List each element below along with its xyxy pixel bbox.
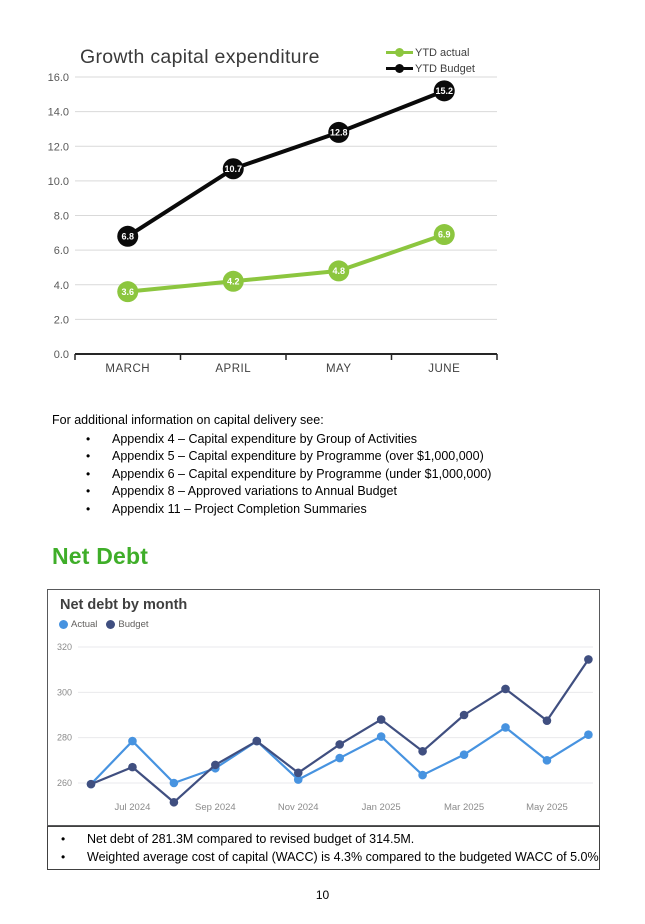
legend-dot-icon (395, 48, 404, 57)
legend-dot-icon (395, 64, 404, 73)
legend-item (386, 46, 475, 59)
data-point-marker (128, 737, 137, 746)
legend-item (106, 619, 148, 630)
appendix-list (52, 431, 612, 519)
series-line (91, 659, 588, 802)
y-axis-tick-label: 0.0 (53, 349, 69, 361)
x-axis-tick-label: Nov 2024 (277, 802, 319, 813)
capex-legend (386, 46, 475, 75)
data-point-marker (335, 754, 344, 763)
x-axis-tick-label: Sep 2024 (195, 802, 236, 813)
list-item-text: Appendix 8 – Approved variations to Annual Budget (112, 484, 397, 498)
legend-line-marker-icon (386, 67, 413, 70)
data-point-marker (418, 771, 427, 780)
net-debt-chart-title: Net debt by month (60, 597, 188, 613)
bullet-icon: • (86, 466, 91, 481)
capex-plot (45, 40, 515, 385)
page-number: 10 (315, 888, 330, 902)
x-axis-tick-label: Jul 2024 (114, 802, 151, 813)
list-item-text: Appendix 4 – Capital expenditure by Group of Activities (112, 431, 418, 446)
bullet-icon: • (86, 501, 91, 516)
y-axis-tick-label: 4.0 (53, 279, 69, 292)
data-point-label: 10.7 (224, 163, 243, 174)
data-point-marker (335, 740, 344, 749)
x-axis-category-label: JUNE (428, 363, 461, 375)
legend-line-marker-icon (386, 51, 413, 54)
list-item (52, 448, 612, 466)
y-axis-tick-label: 260 (56, 778, 72, 788)
y-axis-tick-label: 10.0 (47, 175, 69, 188)
data-point-marker (460, 711, 469, 720)
y-axis-tick-label: 320 (56, 642, 72, 652)
y-axis-tick-label: 6.0 (53, 245, 69, 258)
y-axis-tick-label: 300 (56, 687, 72, 698)
x-axis-category-label: MARCH (105, 363, 151, 375)
data-point-marker (294, 769, 303, 778)
series-line (128, 235, 445, 292)
data-point-label: 4.8 (332, 266, 346, 277)
list-item-text: Appendix 6 – Capital expenditure by Programme (under $1,000,000) (112, 466, 492, 481)
bullet-icon: • (61, 850, 66, 864)
y-axis-tick-label: 8.0 (53, 210, 69, 223)
x-axis-tick-label: Jan 2025 (361, 802, 401, 813)
data-point-label: 3.6 (121, 286, 135, 297)
list-item (52, 466, 612, 484)
y-axis-tick-label: 14.0 (47, 106, 69, 119)
capital-info-section (52, 412, 612, 518)
data-point-marker (377, 732, 386, 741)
legend-item (386, 62, 475, 75)
data-point-marker (170, 798, 179, 807)
data-point-marker (501, 723, 510, 732)
legend-item-label: Actual (71, 619, 98, 630)
list-item-text: Net debt of 281.3M compared to revised budget of 314.5M. (87, 832, 415, 846)
data-point-marker (543, 756, 552, 765)
legend-dot-icon (59, 620, 68, 629)
data-point-marker (377, 715, 386, 724)
data-point-marker (543, 716, 552, 725)
net-debt-heading: Net Debt (52, 543, 149, 569)
bullet-icon: • (86, 449, 91, 463)
list-item (48, 848, 599, 866)
data-point-marker (584, 655, 593, 664)
data-point-marker (211, 761, 220, 770)
net-debt-notes (47, 826, 600, 870)
data-point-marker (418, 747, 427, 756)
capex-chart (45, 40, 515, 385)
list-item-text: Weighted average cost of capital (WACC) is 4.3% compared to the budgeted WACC of 5.0% (87, 850, 599, 864)
bullet-icon: • (86, 431, 91, 446)
data-point-marker (170, 779, 179, 788)
y-axis-tick-label: 280 (56, 732, 72, 743)
series-line (128, 91, 445, 236)
bullet-icon: • (61, 832, 66, 846)
legend-dot-icon (106, 620, 115, 629)
data-point-marker (87, 780, 96, 789)
data-point-label: 4.2 (226, 276, 240, 287)
x-axis-category-label: MAY (325, 363, 352, 375)
data-point-marker (253, 737, 262, 746)
net-debt-legend (59, 619, 149, 630)
x-axis-tick-label: Mar 2025 (443, 802, 485, 813)
legend-item-label: YTD actual (415, 46, 470, 59)
x-axis-category-label: APRIL (215, 363, 252, 375)
legend-item-label: YTD Budget (415, 62, 475, 75)
bullet-icon: • (86, 484, 91, 498)
data-point-label: 12.8 (329, 127, 348, 138)
data-point-marker (460, 750, 469, 759)
net-debt-plot (48, 634, 599, 826)
data-point-label: 15.2 (435, 86, 454, 97)
net-debt-chart-card (47, 589, 600, 826)
list-item (52, 431, 612, 449)
list-item (48, 830, 599, 848)
data-point-marker (584, 730, 593, 739)
legend-item-label: Budget (118, 619, 149, 630)
capex-chart-title: Growth capital expenditure (80, 46, 320, 68)
legend-item (59, 619, 97, 630)
list-item-text: Appendix 11 – Project Completion Summaries (112, 501, 367, 516)
list-item (52, 483, 612, 501)
list-item-text: Appendix 5 – Capital expenditure by Programme (over $1,000,000) (112, 449, 484, 463)
list-item (52, 501, 612, 519)
data-point-label: 6.9 (437, 229, 451, 240)
data-point-marker (501, 685, 510, 694)
data-point-label: 6.8 (121, 231, 135, 242)
y-axis-tick-label: 2.0 (53, 314, 69, 327)
data-point-marker (128, 763, 137, 772)
capital-info-intro: For additional information on capital delivery see: (52, 413, 324, 427)
y-axis-tick-label: 16.0 (47, 72, 69, 84)
x-axis-tick-label: May 2025 (526, 802, 568, 813)
y-axis-tick-label: 12.0 (47, 141, 69, 154)
